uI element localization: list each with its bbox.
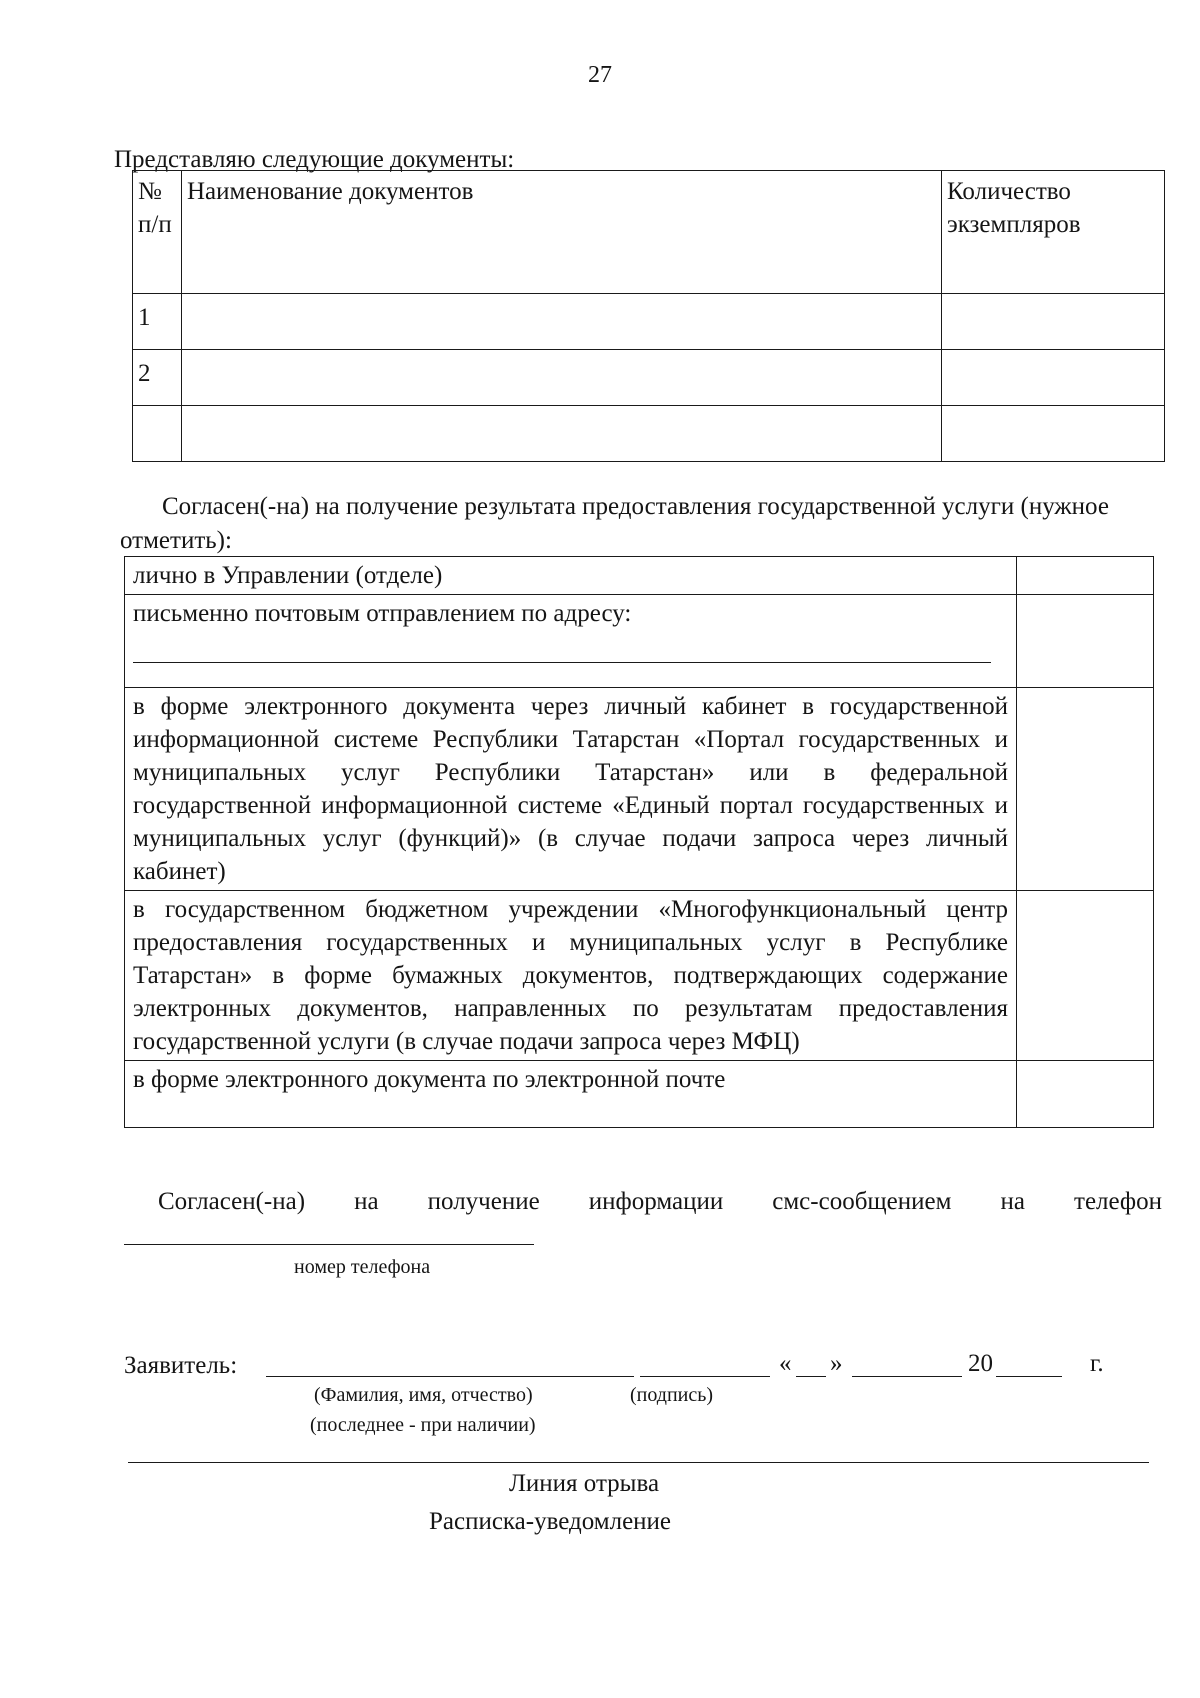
option-label: лично в Управлении (отделе): [125, 557, 1017, 595]
table-header-row: [133, 171, 1165, 294]
name-caption-note: (последнее - при наличии): [310, 1414, 536, 1436]
documents-table: [132, 170, 1165, 462]
option-label: в государственном бюджетном учреждении «Многофункциональный центр предоставления государственных и муниципальных услуг в Республике Татарстан» в форме бумажных документов, подтверждающих содержание электронных документов, направленных по результатам предоставления государственной услуги (в случае подачи запроса через МФЦ): [125, 891, 1017, 1061]
option-row: [125, 557, 1154, 595]
row-document-name[interactable]: [182, 350, 942, 406]
year-suffix: г.: [1090, 1350, 1104, 1377]
header-quantity: Количество экземпляров: [942, 171, 1165, 294]
row-num: [133, 406, 182, 462]
table-row: [133, 406, 1165, 462]
consent-result-text: [120, 490, 1155, 558]
date-close-quote: »: [830, 1350, 843, 1377]
row-quantity[interactable]: [942, 406, 1165, 462]
date-open-quote: «: [779, 1350, 792, 1377]
receipt-title: Расписка-уведомление: [428, 1508, 672, 1535]
page-number: 27: [588, 62, 612, 88]
date-day-field[interactable]: [796, 1376, 826, 1377]
phone-number-field[interactable]: [124, 1244, 534, 1245]
applicant-label: Заявитель:: [124, 1352, 238, 1379]
row-document-name[interactable]: [182, 406, 942, 462]
consent-sms-text: Согласен(-на) на получение информации смс-сообщением на телефон: [158, 1188, 1162, 1215]
tear-line: [128, 1462, 1149, 1463]
header-num: № п/п: [133, 171, 182, 294]
applicant-signature-field[interactable]: [640, 1376, 770, 1377]
date-month-field[interactable]: [852, 1376, 962, 1377]
option-checkbox[interactable]: [1017, 595, 1154, 688]
header-document-name: Наименование документов: [182, 171, 942, 294]
row-quantity[interactable]: [942, 350, 1165, 406]
option-row: [125, 688, 1154, 891]
option-row: [125, 1061, 1154, 1128]
row-num: 2: [133, 350, 182, 406]
tear-line-label: Линия отрыва: [508, 1470, 660, 1497]
documents-intro: Представляю следующие документы:: [114, 146, 515, 173]
applicant-name-field[interactable]: [266, 1376, 634, 1377]
address-field[interactable]: [133, 640, 991, 663]
phone-number-caption: номер телефона: [294, 1256, 431, 1278]
year-prefix: 20: [968, 1350, 993, 1377]
row-document-name[interactable]: [182, 294, 942, 350]
table-row: [133, 294, 1165, 350]
row-quantity[interactable]: [942, 294, 1165, 350]
option-checkbox[interactable]: [1017, 891, 1154, 1061]
row-num: 1: [133, 294, 182, 350]
option-address-cell: [125, 595, 1017, 688]
name-caption: (Фамилия, имя, отчество): [314, 1384, 533, 1406]
option-label: в форме электронного документа через личный кабинет в государственной информационной системе Республики Татарстан «Портал государственных и муниципальных услуг Республики Татарстан» или в федеральной государственной информационной системе «Единый портал государственных и муниципальных услуг (функций)» (в случае подачи запроса через личный кабинет): [125, 688, 1017, 891]
date-year-field[interactable]: [996, 1376, 1062, 1377]
option-row: [125, 595, 1154, 688]
option-checkbox[interactable]: [1017, 1061, 1154, 1128]
option-label: в форме электронного документа по электронной почте: [125, 1061, 1017, 1128]
signature-caption: (подпись): [630, 1384, 714, 1406]
consent-result-label: Согласен(-на) на получение результата предоставления государственной услуги (нужное отметить):: [120, 493, 1109, 554]
table-row: [133, 350, 1165, 406]
delivery-options-table: [124, 556, 1154, 1128]
option-row: [125, 891, 1154, 1061]
option-checkbox[interactable]: [1017, 688, 1154, 891]
option-label: письменно почтовым отправлением по адресу:: [133, 600, 632, 627]
option-checkbox[interactable]: [1017, 557, 1154, 595]
